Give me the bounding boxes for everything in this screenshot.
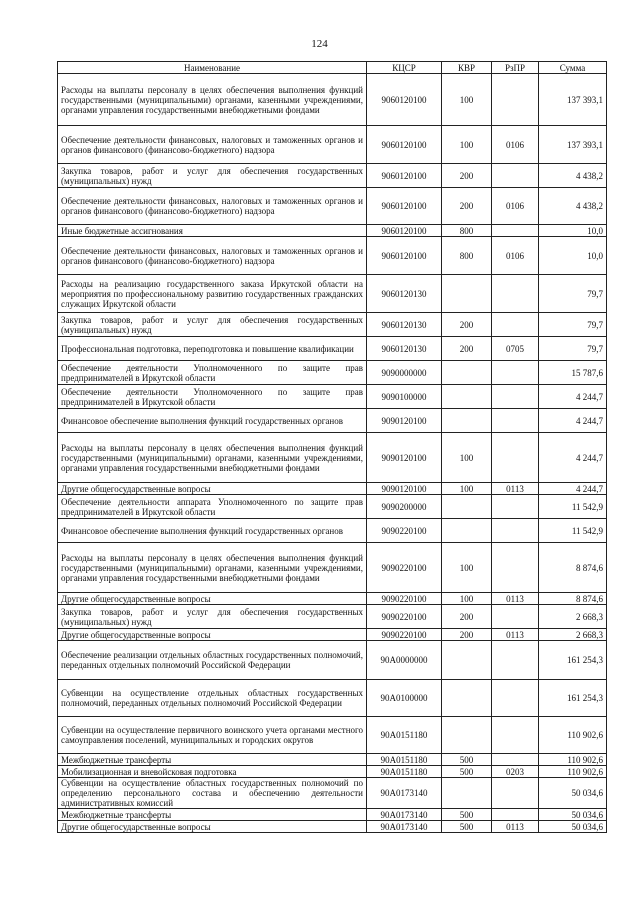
cell-sum: 110 902,6	[539, 754, 607, 766]
cell-code: 9090120100	[367, 409, 442, 433]
cell-code: 9060120130	[367, 313, 442, 337]
cell-kvr: 100	[442, 433, 492, 483]
cell-code: 90А0151180	[367, 717, 442, 754]
cell-name: Обеспечение деятельности аппарата Уполномоченного по защите прав предпринимателей в Иркутской области	[58, 495, 367, 519]
cell-kvr: 200	[442, 188, 492, 225]
cell-code: 9060120100	[367, 225, 442, 237]
cell-name: Расходы на реализацию государственного заказа Иркутской области на мероприятия по профессиональному развитию государственных гражданских служащих Иркутской области	[58, 275, 367, 313]
cell-code: 9090220100	[367, 593, 442, 605]
cell-name: Субвенции на осуществление областных государственных полномочий по определению персонального состава и обеспечению деятельности административных комиссий	[58, 778, 367, 809]
cell-name: Другие общегосударственные вопросы	[58, 483, 367, 495]
cell-kvr: 200	[442, 337, 492, 361]
column-header-rzpr: РзПР	[492, 62, 539, 74]
cell-code: 9090100000	[367, 385, 442, 409]
cell-name: Расходы на выплаты персоналу в целях обеспечения выполнения функций государственными (муниципальными) органами, казенными учреждениями, органами управления государственными внебюджетными фондами	[58, 74, 367, 126]
cell-kvr: 500	[442, 766, 492, 778]
cell-sum: 137 393,1	[539, 126, 607, 164]
cell-sum: 79,7	[539, 275, 607, 313]
cell-kvr	[442, 385, 492, 409]
table-row	[58, 164, 607, 188]
cell-name: Другие общегосударственные вопросы	[58, 821, 367, 833]
cell-sum: 50 034,6	[539, 821, 607, 833]
cell-kvr: 200	[442, 629, 492, 641]
cell-code: 9090120100	[367, 483, 442, 495]
cell-rzpr	[492, 385, 539, 409]
cell-code: 9060120100	[367, 164, 442, 188]
cell-rzpr	[492, 313, 539, 337]
cell-kvr: 200	[442, 164, 492, 188]
cell-name: Другие общегосударственные вопросы	[58, 593, 367, 605]
cell-sum: 4 438,2	[539, 164, 607, 188]
cell-code: 9060120130	[367, 337, 442, 361]
cell-code: 9090220100	[367, 543, 442, 593]
table-row	[58, 680, 607, 717]
table-row	[58, 717, 607, 754]
cell-sum: 15 787,6	[539, 361, 607, 385]
cell-kvr: 100	[442, 126, 492, 164]
cell-code: 90А0151180	[367, 754, 442, 766]
cell-kvr: 100	[442, 593, 492, 605]
cell-name: Профессиональная подготовка, переподготовка и повышение квалификации	[58, 337, 367, 361]
cell-kvr	[442, 641, 492, 680]
cell-kvr	[442, 409, 492, 433]
cell-name: Обеспечение деятельности финансовых, налоговых и таможенных органов и органов финансового (финансово-бюджетного) надзора	[58, 126, 367, 164]
cell-sum: 50 034,6	[539, 778, 607, 809]
table-row	[58, 225, 607, 237]
cell-code: 90А0173140	[367, 778, 442, 809]
cell-sum: 4 244,7	[539, 385, 607, 409]
cell-name: Другие общегосударственные вопросы	[58, 629, 367, 641]
cell-kvr: 800	[442, 237, 492, 275]
cell-kvr: 200	[442, 313, 492, 337]
column-header-name: Наименование	[58, 62, 367, 74]
cell-rzpr	[492, 754, 539, 766]
cell-name: Обеспечение деятельности Уполномоченного по защите прав предпринимателей в Иркутской области	[58, 361, 367, 385]
table-row	[58, 483, 607, 495]
cell-code: 90А0151180	[367, 766, 442, 778]
cell-name: Межбюджетные трансферты	[58, 754, 367, 766]
cell-name: Мобилизационная и вневойсковая подготовка	[58, 766, 367, 778]
cell-name: Обеспечение деятельности финансовых, налоговых и таможенных органов и органов финансового (финансово-бюджетного) надзора	[58, 237, 367, 275]
cell-rzpr	[492, 717, 539, 754]
cell-rzpr	[492, 778, 539, 809]
cell-name: Обеспечение реализации отдельных областных государственных полномочий, переданных отдельных полномочий Российской Федерации	[58, 641, 367, 680]
cell-code: 9060120100	[367, 74, 442, 126]
cell-kvr	[442, 361, 492, 385]
cell-rzpr: 0106	[492, 188, 539, 225]
cell-sum: 2 668,3	[539, 605, 607, 629]
cell-name: Финансовое обеспечение выполнения функций государственных органов	[58, 409, 367, 433]
cell-kvr: 500	[442, 809, 492, 821]
column-header-kvr: КВР	[442, 62, 492, 74]
cell-name: Расходы на выплаты персоналу в целях обеспечения выполнения функций государственными (муниципальными) органами, казенными учреждениями, органами управления государственными внебюджетными фондами	[58, 543, 367, 593]
table-row	[58, 409, 607, 433]
cell-sum: 4 438,2	[539, 188, 607, 225]
cell-name: Закупка товаров, работ и услуг для обеспечения государственных (муниципальных) нужд	[58, 605, 367, 629]
cell-kvr: 500	[442, 754, 492, 766]
cell-kvr	[442, 778, 492, 809]
cell-code: 9090220100	[367, 605, 442, 629]
table-row	[58, 126, 607, 164]
cell-kvr: 500	[442, 821, 492, 833]
cell-code: 9060120130	[367, 275, 442, 313]
cell-code: 90А0000000	[367, 641, 442, 680]
table-row	[58, 766, 607, 778]
cell-rzpr	[492, 409, 539, 433]
cell-rzpr	[492, 495, 539, 519]
cell-sum: 161 254,3	[539, 680, 607, 717]
cell-kvr	[442, 275, 492, 313]
cell-code: 9060120100	[367, 126, 442, 164]
cell-sum: 10,0	[539, 237, 607, 275]
cell-rzpr: 0113	[492, 629, 539, 641]
cell-rzpr	[492, 543, 539, 593]
table-header-row	[58, 62, 607, 74]
cell-rzpr: 0106	[492, 126, 539, 164]
cell-code: 90А0173140	[367, 809, 442, 821]
cell-code: 9090220100	[367, 629, 442, 641]
cell-rzpr	[492, 519, 539, 543]
cell-code: 90А0100000	[367, 680, 442, 717]
table-row	[58, 74, 607, 126]
cell-sum: 11 542,9	[539, 519, 607, 543]
cell-sum: 4 244,7	[539, 433, 607, 483]
cell-rzpr: 0705	[492, 337, 539, 361]
cell-kvr: 200	[442, 605, 492, 629]
cell-sum: 137 393,1	[539, 74, 607, 126]
cell-sum: 10,0	[539, 225, 607, 237]
table-body	[58, 74, 607, 833]
table-row	[58, 433, 607, 483]
cell-code: 9090220100	[367, 519, 442, 543]
cell-kvr: 100	[442, 543, 492, 593]
cell-kvr	[442, 680, 492, 717]
cell-sum: 161 254,3	[539, 641, 607, 680]
column-header-sum: Сумма	[539, 62, 607, 74]
cell-code: 9090000000	[367, 361, 442, 385]
page-number: 124	[311, 38, 328, 50]
table-row	[58, 605, 607, 629]
cell-rzpr	[492, 433, 539, 483]
cell-name: Иные бюджетные ассигнования	[58, 225, 367, 237]
table-row	[58, 593, 607, 605]
cell-kvr	[442, 717, 492, 754]
cell-kvr: 100	[442, 74, 492, 126]
cell-rzpr	[492, 361, 539, 385]
cell-kvr: 800	[442, 225, 492, 237]
table-row	[58, 543, 607, 593]
table-row	[58, 821, 607, 833]
cell-code: 9060120100	[367, 237, 442, 275]
cell-rzpr	[492, 74, 539, 126]
table-row	[58, 495, 607, 519]
cell-rzpr	[492, 680, 539, 717]
table-row	[58, 519, 607, 543]
cell-sum: 2 668,3	[539, 629, 607, 641]
table-row	[58, 188, 607, 225]
cell-kvr	[442, 519, 492, 543]
cell-name: Расходы на выплаты персоналу в целях обеспечения выполнения функций государственными (муниципальными) органами, казенными учреждениями, органами управления государственными внебюджетными фондами	[58, 433, 367, 483]
table-row	[58, 237, 607, 275]
table-row	[58, 778, 607, 809]
table-row	[58, 337, 607, 361]
cell-code: 9090200000	[367, 495, 442, 519]
cell-code: 9090120100	[367, 433, 442, 483]
cell-rzpr: 0106	[492, 237, 539, 275]
cell-kvr: 100	[442, 483, 492, 495]
cell-kvr	[442, 495, 492, 519]
cell-name: Обеспечение деятельности Уполномоченного по защите прав предпринимателей в Иркутской области	[58, 385, 367, 409]
table-row	[58, 754, 607, 766]
cell-name: Обеспечение деятельности финансовых, налоговых и таможенных органов и органов финансового (финансово-бюджетного) надзора	[58, 188, 367, 225]
cell-name: Субвенции на осуществление первичного воинского учета органами местного самоуправления поселений, муниципальных и городских округов	[58, 717, 367, 754]
cell-name: Межбюджетные трансферты	[58, 809, 367, 821]
table-row	[58, 641, 607, 680]
cell-sum: 50 034,6	[539, 809, 607, 821]
table-row	[58, 361, 607, 385]
cell-name: Субвенции на осуществление отдельных областных государственных полномочий, переданных отдельных полномочий Российской Федерации	[58, 680, 367, 717]
cell-rzpr	[492, 225, 539, 237]
cell-rzpr: 0113	[492, 483, 539, 495]
table-row	[58, 629, 607, 641]
cell-name: Финансовое обеспечение выполнения функций государственных органов	[58, 519, 367, 543]
cell-sum: 4 244,7	[539, 409, 607, 433]
table-row	[58, 809, 607, 821]
budget-table	[57, 61, 607, 833]
table-row	[58, 313, 607, 337]
cell-sum: 11 542,9	[539, 495, 607, 519]
cell-name: Закупка товаров, работ и услуг для обеспечения государственных (муниципальных) нужд	[58, 164, 367, 188]
table-row	[58, 385, 607, 409]
cell-sum: 4 244,7	[539, 483, 607, 495]
cell-sum: 8 874,6	[539, 543, 607, 593]
cell-sum: 8 874,6	[539, 593, 607, 605]
cell-rzpr: 0203	[492, 766, 539, 778]
cell-sum: 110 902,6	[539, 717, 607, 754]
cell-sum: 79,7	[539, 337, 607, 361]
table-row	[58, 275, 607, 313]
cell-rzpr: 0113	[492, 821, 539, 833]
cell-code: 90А0173140	[367, 821, 442, 833]
cell-sum: 110 902,6	[539, 766, 607, 778]
cell-code: 9060120100	[367, 188, 442, 225]
column-header-code: КЦСР	[367, 62, 442, 74]
cell-rzpr	[492, 164, 539, 188]
cell-rzpr	[492, 641, 539, 680]
cell-name: Закупка товаров, работ и услуг для обеспечения государственных (муниципальных) нужд	[58, 313, 367, 337]
cell-rzpr: 0113	[492, 593, 539, 605]
cell-sum: 79,7	[539, 313, 607, 337]
cell-rzpr	[492, 605, 539, 629]
cell-rzpr	[492, 809, 539, 821]
cell-rzpr	[492, 275, 539, 313]
